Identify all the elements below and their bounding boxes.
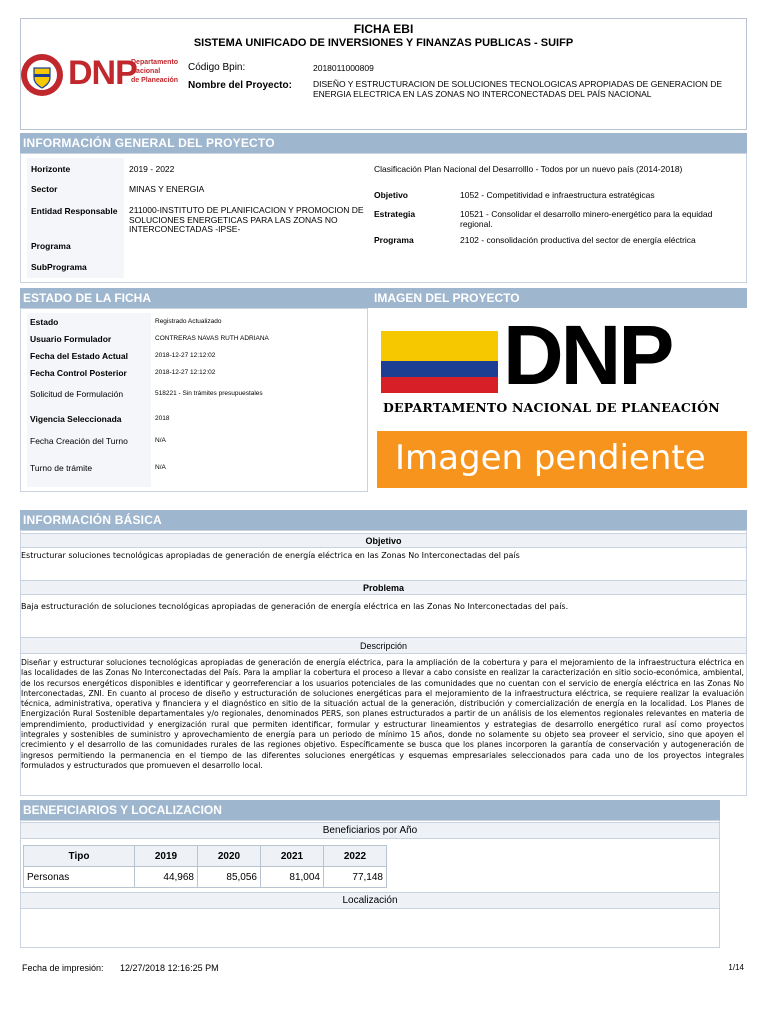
objetivo-text: Estructurar soluciones tecnológicas apropiadas de generación de energía eléctrica en las Zonas No Interconectadas del país xyxy=(21,551,520,560)
table-row xyxy=(24,867,387,888)
estado-row-label: Estado xyxy=(30,317,59,327)
programa-label: Programa xyxy=(31,241,71,251)
estrategia-value: 10521 - Consolidar el desarrollo minero-energético para la equidad regional. xyxy=(460,209,713,229)
general-info-heading: INFORMACIÓN GENERAL DEL PROYECTO xyxy=(20,133,747,153)
problema-text: Baja estructuración de soluciones tecnológicas apropiadas de generación de energía eléctrica en las Zonas No Interconectadas del país. xyxy=(21,602,569,611)
estado-row-label: Fecha Control Posterior xyxy=(30,368,127,378)
logo-sub-1: Departamento xyxy=(131,59,179,66)
beneficiarios-header-row xyxy=(24,846,387,867)
estado-row-label: Fecha Creación del Turno xyxy=(30,436,128,446)
colombia-seal-icon xyxy=(20,52,64,98)
estado-row-label: Solicitud de Formulación xyxy=(30,389,124,399)
col-2022: 2022 xyxy=(324,846,387,867)
system-title: SISTEMA UNIFICADO DE INVERSIONES Y FINANZAS PUBLICAS - SUIFP xyxy=(193,37,574,49)
image-pending-text: Imagen pendiente xyxy=(395,438,706,478)
flag-blue xyxy=(381,361,498,377)
objetivo-label: Objetivo xyxy=(374,190,409,200)
beneficiarios-heading: BENEFICIARIOS Y LOCALIZACION xyxy=(20,800,720,820)
descripcion-title: Descripción xyxy=(20,637,747,654)
basica-heading: INFORMACIÓN BÁSICA xyxy=(20,510,747,530)
dnp-logo xyxy=(20,50,185,100)
image-dnp-caption: DEPARTAMENTO NACIONAL DE PLANEACIÓN xyxy=(383,400,720,415)
col-tipo: Tipo xyxy=(24,846,135,867)
beneficiarios-table xyxy=(23,845,387,888)
beneficiarios-por-anio-title: Beneficiarios por Año xyxy=(20,822,720,839)
print-date-value: 12/27/2018 12:16:25 PM xyxy=(120,963,219,973)
flag-yellow xyxy=(381,331,498,361)
estado-row-label: Vigencia Seleccionada xyxy=(30,414,122,424)
estado-row-value: N/A xyxy=(155,464,166,471)
estado-row-value: 2018 xyxy=(155,415,170,422)
estado-row-label: Fecha del Estado Actual xyxy=(30,351,128,361)
logo-sub-3: de Planeación xyxy=(131,77,179,84)
objetivo-value: 1052 - Competitividad e infraestructura estratégicas xyxy=(460,190,655,200)
estado-row-value: 518221 - Sin trámites presupuestales xyxy=(155,390,263,397)
programa2-value: 2102 - consolidación productiva del sector de energía eléctrica xyxy=(460,235,696,245)
entidad-label: Entidad Responsable xyxy=(31,206,118,216)
estado-row-value: Registrado Actualizado xyxy=(155,318,222,325)
sector-value: MINAS Y ENERGIA xyxy=(129,184,205,194)
estado-row-label: Turno de trámite xyxy=(30,463,93,473)
objetivo-title: Objetivo xyxy=(20,533,747,548)
cell-tipo: Personas xyxy=(24,867,135,888)
estado-heading: ESTADO DE LA FICHA xyxy=(20,288,368,308)
print-date-label: Fecha de impresión: xyxy=(22,963,104,973)
cell-2019: 44,968 xyxy=(135,867,198,888)
flag-red xyxy=(381,377,498,393)
col-2019: 2019 xyxy=(135,846,198,867)
cell-2021: 81,004 xyxy=(261,867,324,888)
col-2020: 2020 xyxy=(198,846,261,867)
horizonte-value: 2019 - 2022 xyxy=(129,164,175,174)
project-image xyxy=(377,308,747,488)
cell-2022: 77,148 xyxy=(324,867,387,888)
horizonte-label: Horizonte xyxy=(31,164,71,174)
general-left-shade xyxy=(27,158,124,278)
page-number: 1/14 xyxy=(728,963,744,972)
localizacion-title: Localización xyxy=(20,892,720,909)
dnp-logo-text: DNP xyxy=(68,54,137,92)
descripcion-text: Diseñar y estructurar soluciones tecnológicas apropiadas de generación de energía eléctrica, para la ampliación de la cobertura y para el mejoramiento de la infraestructura eléctrica en las localidades de las Zonas No Interconectadas del País. Para la ampliar la cobertura el proceso a llevar a cabo consiste en realizar la caracterización en sitio socio-económica, ambiental, de los recursos energéticos disponibles e identificar y georreferenciar a los usuarios potenciales de las comunidades que no cuentan con el servicio de energía eléctrica en las Zonas No Interconectadas, ZNI. En cuanto al proceso de diseño y estructuración de soluciones energéticas para el mejoramiento de la infraestructura eléctrica, se requiere realizar la evaluación técnica, administrativa, operativa y financiera y el diagnóstico en sitio de la situación actual de la generación, distribución y comercialización de energía en la localidad. Los Planes de Energización Rural Sostenible departamentales y/o regionales, denominados PERS, son planes estructurados a partir de un análisis de los elementos regionales relevantes en materia de emprendimiento, productividad y energización rural que permiten identificar, formular y estructurar lineamientos y estrategias de desarrollo energético rural así como proyectos integrales y sostenibles de suministro y aprovechamiento de energía para un periodo de mínimo 15 años, donde no solamente su objeto sea proveer el servicio, sino que apoyen el crecimiento y el desarrollo de las comunidades rurales de las regiones objetivo. Específicamente se busca que los planes incorporen la garantía de conservación y autogeneración de ingresos permitiendo la permanencia en el tiempo de las diferentes soluciones energéticas y esquemas empresariales seleccionados para cada uno de los proyectos integrales formulados y estructurados que promueven el desarrollo local. xyxy=(21,658,744,770)
estado-row-value: 2018-12-27 12:12:02 xyxy=(155,352,216,359)
estrategia-label: Estrategia xyxy=(374,209,416,219)
subprograma-label: SubPrograma xyxy=(31,262,87,272)
estado-row-value: 2018-12-27 12:12:02 xyxy=(155,369,216,376)
image-dnp-text: DNP xyxy=(503,308,672,402)
programa2-label: Programa xyxy=(374,235,414,245)
bpin-value: 2018011000809 xyxy=(313,63,374,73)
form-title: FICHA EBI xyxy=(353,22,414,36)
col-2021: 2021 xyxy=(261,846,324,867)
bpin-label: Código Bpin: xyxy=(188,62,246,73)
entidad-value: 211000-INSTITUTO DE PLANIFICACION Y PROMOCION DE SOLUCIONES ENERGETICAS PARA LAS ZONAS NO INTERCONECTADAS -IPSE- xyxy=(129,205,364,234)
sector-label: Sector xyxy=(31,184,58,194)
problema-title: Problema xyxy=(20,580,747,595)
logo-sub-2: Nacional xyxy=(131,68,161,75)
image-pending-banner xyxy=(377,431,747,488)
project-name-label: Nombre del Proyecto: xyxy=(188,80,292,91)
estado-row-value: N/A xyxy=(155,437,166,444)
estado-row-value: CONTRERAS NAVAS RUTH ADRIANA xyxy=(155,335,269,342)
cell-2020: 85,056 xyxy=(198,867,261,888)
estado-row-label: Usuario Formulador xyxy=(30,334,112,344)
imagen-heading: IMAGEN DEL PROYECTO xyxy=(368,288,747,308)
project-name-value: DISEÑO Y ESTRUCTURACION DE SOLUCIONES TECNOLOGICAS APROPIADAS DE GENERACION DE ENERGIA ELECTRICA EN LAS ZONAS NO INTERCONECTADAS DEL PAÍS NACIONAL xyxy=(313,79,723,99)
plan-title: Clasificación Plan Nacional del Desarrolllo - Todos por un nuevo país (2014-2018) xyxy=(374,164,683,174)
